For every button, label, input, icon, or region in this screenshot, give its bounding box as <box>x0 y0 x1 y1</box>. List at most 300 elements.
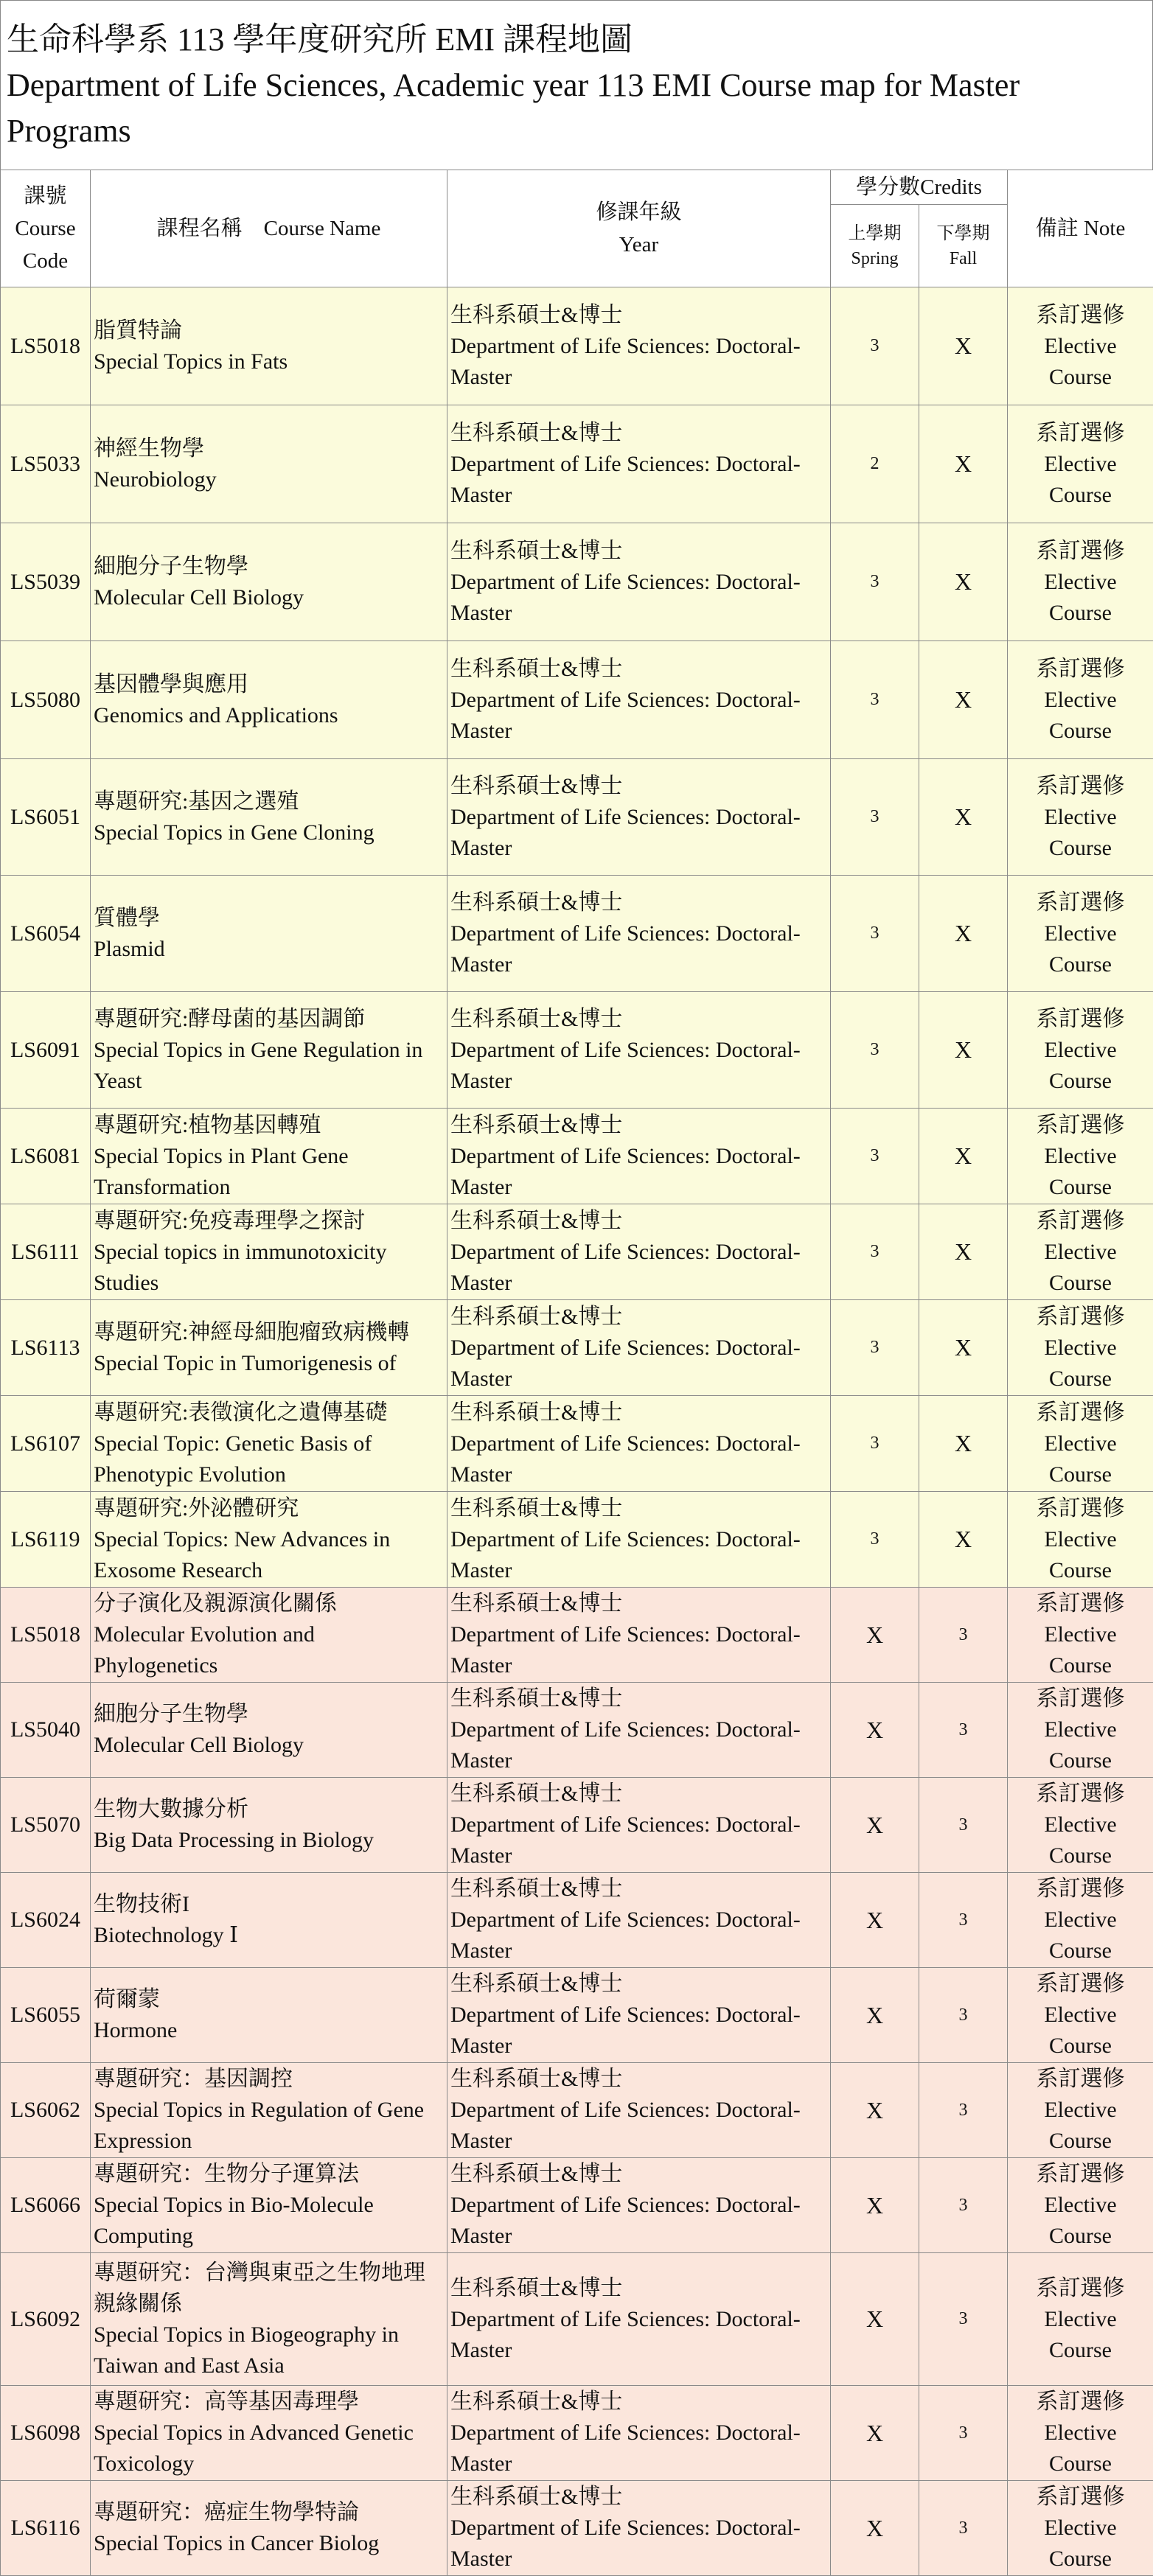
note-cell <box>1008 1109 1153 1204</box>
year-en: Department of Life Sciences: Doctoral- <box>450 918 827 949</box>
year-zh: 生科系碩士&博士 <box>450 2387 827 2418</box>
year-en: Department of Life Sciences: Doctoral- <box>450 1809 827 1840</box>
table-header <box>1 170 1153 287</box>
year-zh: 生科系碩士&博士 <box>450 1397 827 1428</box>
spring-credits-cell: 3 <box>831 1204 919 1300</box>
year-zh: 生科系碩士&博士 <box>450 536 827 567</box>
note-zh: 系訂選修 <box>1009 536 1152 567</box>
note-cell <box>1008 1778 1153 1873</box>
note-en: Elective <box>1009 1714 1152 1745</box>
note-cell <box>1008 1588 1153 1683</box>
spring-credits-cell: 3 <box>831 287 919 405</box>
note-zh: 系訂選修 <box>1009 1493 1152 1524</box>
course-name-en: Special Topics in Advanced Genetic Toxicology <box>94 2418 444 2479</box>
year-en-cont: Master <box>450 2126 827 2157</box>
fall-credits-cell: 3 <box>919 2386 1008 2481</box>
course-name-zh: 神經生物學 <box>94 433 444 464</box>
course-name-en: Special Topics: New Advances in Exosome Research <box>94 1524 444 1586</box>
course-name-cell <box>91 1778 447 1873</box>
fall-credits-cell: 3 <box>919 1968 1008 2063</box>
note-en: Elective <box>1009 1141 1152 1172</box>
fall-credits-cell: X <box>919 1204 1008 1300</box>
note-cell <box>1008 1492 1153 1588</box>
course-code-cell: LS6092 <box>1 2253 91 2386</box>
course-name-en: Genomics and Applications <box>94 700 444 731</box>
year-en-cont: Master <box>450 362 827 393</box>
note-en-cont: Course <box>1009 1650 1152 1681</box>
year-en: Department of Life Sciences: Doctoral- <box>450 2095 827 2126</box>
year-zh: 生科系碩士&博士 <box>450 771 827 802</box>
fall-credits-cell: X <box>919 1492 1008 1588</box>
spring-credits-cell: X <box>831 2158 919 2253</box>
year-en-cont: Master <box>450 2544 827 2575</box>
year-en: Department of Life Sciences: Doctoral- <box>450 2304 827 2335</box>
course-name-zh: 分子演化及親源演化關係 <box>94 1588 444 1619</box>
year-zh: 生科系碩士&博士 <box>450 1969 827 2000</box>
note-en: Elective <box>1009 2513 1152 2544</box>
note-zh: 系訂選修 <box>1009 418 1152 449</box>
course-code-cell: LS6119 <box>1 1492 91 1588</box>
fall-credits-cell: 3 <box>919 1588 1008 1683</box>
year-en: Department of Life Sciences: Doctoral- <box>450 2418 827 2448</box>
year-en: Department of Life Sciences: Doctoral- <box>450 1333 827 1364</box>
course-name-zh: 專題研究:表徵演化之遺傳基礎 <box>94 1397 444 1428</box>
fall-credits-cell: 3 <box>919 2253 1008 2386</box>
spring-credits-cell: X <box>831 1873 919 1968</box>
year-zh: 生科系碩士&博士 <box>450 2482 827 2513</box>
year-en: Department of Life Sciences: Doctoral- <box>450 1141 827 1172</box>
year-en: Department of Life Sciences: Doctoral- <box>450 685 827 716</box>
course-name-zh: 專題研究：生物分子運算法 <box>94 2159 444 2190</box>
note-cell <box>1008 1683 1153 1778</box>
course-code-cell: LS5040 <box>1 1683 91 1778</box>
note-cell <box>1008 2481 1153 2576</box>
course-name-cell <box>91 2386 447 2481</box>
table-row <box>1 523 1153 641</box>
table-row <box>1 641 1153 759</box>
note-zh: 系訂選修 <box>1009 1874 1152 1905</box>
note-cell <box>1008 1300 1153 1396</box>
course-code-cell: LS5033 <box>1 405 91 523</box>
note-en: Elective <box>1009 1237 1152 1268</box>
table-row <box>1 2158 1153 2253</box>
page-title-en-cont: Programs <box>7 108 1146 154</box>
year-cell <box>447 1778 831 1873</box>
course-name-en: Big Data Processing in Biology <box>94 1825 444 1856</box>
year-cell <box>447 876 831 992</box>
table-row <box>1 1968 1153 2063</box>
note-cell <box>1008 1968 1153 2063</box>
year-en-cont: Master <box>450 1172 827 1203</box>
note-en-cont: Course <box>1009 2221 1152 2252</box>
course-code-cell: LS6024 <box>1 1873 91 1968</box>
header-course-code: 課號 Course Code <box>1 170 91 287</box>
course-name-zh: 生物技術I <box>94 1889 444 1920</box>
year-en-cont: Master <box>450 833 827 864</box>
course-code-cell: LS5039 <box>1 523 91 641</box>
note-en: Elective <box>1009 1035 1152 1066</box>
note-en: Elective <box>1009 685 1152 716</box>
note-cell <box>1008 2386 1153 2481</box>
spring-credits-cell: 3 <box>831 876 919 992</box>
course-name-cell <box>91 1968 447 2063</box>
table-row <box>1 405 1153 523</box>
year-en: Department of Life Sciences: Doctoral- <box>450 331 827 362</box>
year-cell <box>447 2253 831 2386</box>
course-name-cell <box>91 1873 447 1968</box>
header-spring: 上學期 Spring <box>831 205 919 287</box>
spring-credits-cell: 3 <box>831 641 919 759</box>
year-en: Department of Life Sciences: Doctoral- <box>450 1035 827 1066</box>
note-en: Elective <box>1009 2095 1152 2126</box>
year-en-cont: Master <box>450 1745 827 1776</box>
page-title-en: Department of Life Sciences, Academic year 113 EMI Course map for Master <box>7 63 1146 108</box>
course-name-cell <box>91 1492 447 1588</box>
course-name-en: Special Topics in Cancer Biolog <box>94 2528 444 2559</box>
note-en-cont: Course <box>1009 1555 1152 1586</box>
course-name-cell <box>91 2063 447 2158</box>
note-en-cont: Course <box>1009 2544 1152 2575</box>
note-en-cont: Course <box>1009 833 1152 864</box>
note-zh: 系訂選修 <box>1009 1004 1152 1035</box>
course-code-cell: LS6055 <box>1 1968 91 2063</box>
course-code-cell: LS6116 <box>1 2481 91 2576</box>
year-cell <box>447 1873 831 1968</box>
fall-credits-cell: 3 <box>919 1683 1008 1778</box>
course-name-en: Molecular Cell Biology <box>94 582 444 613</box>
course-name-zh: 專題研究:神經母細胞瘤致病機轉 <box>94 1317 444 1348</box>
note-zh: 系訂選修 <box>1009 1302 1152 1333</box>
year-en-cont: Master <box>450 480 827 511</box>
course-name-en: Hormone <box>94 2015 444 2046</box>
spring-credits-cell: X <box>831 2253 919 2386</box>
spring-credits-cell: X <box>831 1588 919 1683</box>
course-name-zh: 專題研究：基因調控 <box>94 2064 444 2095</box>
course-name-zh: 專題研究：台灣與東亞之生物地理親緣關係 <box>94 2258 444 2320</box>
year-en: Department of Life Sciences: Doctoral- <box>450 1524 827 1555</box>
year-en: Department of Life Sciences: Doctoral- <box>450 567 827 598</box>
course-name-en: Molecular Evolution and Phylogenetics <box>94 1619 444 1681</box>
spring-credits-cell: X <box>831 2481 919 2576</box>
year-en-cont: Master <box>450 1066 827 1097</box>
course-name-zh: 脂質特論 <box>94 315 444 346</box>
note-zh: 系訂選修 <box>1009 1397 1152 1428</box>
note-cell <box>1008 523 1153 641</box>
year-en-cont: Master <box>450 2221 827 2252</box>
year-cell <box>447 1109 831 1204</box>
note-cell <box>1008 759 1153 876</box>
note-en: Elective <box>1009 1619 1152 1650</box>
year-cell <box>447 759 831 876</box>
year-zh: 生科系碩士&博士 <box>450 887 827 918</box>
course-name-cell <box>91 1109 447 1204</box>
year-en-cont: Master <box>450 1840 827 1871</box>
course-name-cell <box>91 1300 447 1396</box>
note-en: Elective <box>1009 2418 1152 2448</box>
note-zh: 系訂選修 <box>1009 1110 1152 1141</box>
course-code-cell: LS5080 <box>1 641 91 759</box>
course-code-cell: LS6091 <box>1 992 91 1109</box>
spring-credits-cell: 3 <box>831 1492 919 1588</box>
note-zh: 系訂選修 <box>1009 887 1152 918</box>
note-en: Elective <box>1009 2000 1152 2031</box>
year-zh: 生科系碩士&博士 <box>450 300 827 331</box>
year-zh: 生科系碩士&博士 <box>450 654 827 685</box>
note-cell <box>1008 2158 1153 2253</box>
year-en-cont: Master <box>450 2335 827 2366</box>
table-body <box>1 287 1153 2576</box>
course-code-cell: LS6081 <box>1 1109 91 1204</box>
note-en-cont: Course <box>1009 598 1152 629</box>
course-code-cell: LS6113 <box>1 1300 91 1396</box>
course-name-cell <box>91 1204 447 1300</box>
course-name-zh: 專題研究:基因之選殖 <box>94 786 444 817</box>
page-title-zh: 生命科學系 113 學年度研究所 EMI 課程地圖 <box>7 17 1146 63</box>
course-name-en: Molecular Cell Biology <box>94 1730 444 1761</box>
note-en: Elective <box>1009 2190 1152 2221</box>
year-cell <box>447 641 831 759</box>
note-cell <box>1008 2253 1153 2386</box>
year-zh: 生科系碩士&博士 <box>450 1302 827 1333</box>
note-en-cont: Course <box>1009 1840 1152 1871</box>
course-name-zh: 質體學 <box>94 903 444 934</box>
course-name-en: Special Topics in Gene Cloning <box>94 817 444 848</box>
course-name-en: Biotechnology Ⅰ <box>94 1920 444 1951</box>
year-en-cont: Master <box>450 2448 827 2479</box>
year-cell <box>447 1683 831 1778</box>
year-cell <box>447 2481 831 2576</box>
course-name-en: Plasmid <box>94 934 444 965</box>
course-name-cell <box>91 1588 447 1683</box>
fall-credits-cell: X <box>919 992 1008 1109</box>
note-en: Elective <box>1009 802 1152 833</box>
year-cell <box>447 1492 831 1588</box>
course-name-en: Special Topic: Genetic Basis of Phenotypic Evolution <box>94 1428 444 1490</box>
note-zh: 系訂選修 <box>1009 654 1152 685</box>
note-zh: 系訂選修 <box>1009 1588 1152 1619</box>
note-cell <box>1008 876 1153 992</box>
header-course-name: 課程名稱 Course Name <box>91 170 447 287</box>
spring-credits-cell: 3 <box>831 759 919 876</box>
note-zh: 系訂選修 <box>1009 2064 1152 2095</box>
table-row <box>1 2253 1153 2386</box>
course-code-cell: LS6051 <box>1 759 91 876</box>
spring-credits-cell: 2 <box>831 405 919 523</box>
header-fall: 下學期 Fall <box>919 205 1008 287</box>
course-code-cell: LS5018 <box>1 1588 91 1683</box>
fall-credits-cell: X <box>919 287 1008 405</box>
course-name-cell <box>91 2158 447 2253</box>
note-cell <box>1008 1873 1153 1968</box>
course-name-cell <box>91 2253 447 2386</box>
note-en-cont: Course <box>1009 1364 1152 1395</box>
course-name-cell <box>91 1683 447 1778</box>
note-en-cont: Course <box>1009 1936 1152 1966</box>
year-en: Department of Life Sciences: Doctoral- <box>450 1905 827 1936</box>
year-en-cont: Master <box>450 1555 827 1586</box>
spring-credits-cell: 3 <box>831 1109 919 1204</box>
note-en-cont: Course <box>1009 1066 1152 1097</box>
note-en-cont: Course <box>1009 1745 1152 1776</box>
course-name-en: Special Topics in Plant Gene Transformation <box>94 1141 444 1203</box>
spring-credits-cell: 3 <box>831 992 919 1109</box>
spring-credits-cell: X <box>831 1968 919 2063</box>
course-name-zh: 細胞分子生物學 <box>94 1699 444 1730</box>
course-name-en: Special Topics in Regulation of Gene Expression <box>94 2095 444 2157</box>
note-zh: 系訂選修 <box>1009 2387 1152 2418</box>
course-code-cell: LS6066 <box>1 2158 91 2253</box>
note-en: Elective <box>1009 567 1152 598</box>
year-zh: 生科系碩士&博士 <box>450 2159 827 2190</box>
course-code-cell: LS5070 <box>1 1778 91 1873</box>
table-row <box>1 759 1153 876</box>
table-row <box>1 2481 1153 2576</box>
year-cell <box>447 1396 831 1492</box>
spring-credits-cell: X <box>831 1778 919 1873</box>
course-code-cell: LS5018 <box>1 287 91 405</box>
fall-credits-cell: 3 <box>919 1778 1008 1873</box>
year-en-cont: Master <box>450 598 827 629</box>
course-code-cell: LS6062 <box>1 2063 91 2158</box>
course-name-cell <box>91 641 447 759</box>
fall-credits-cell: X <box>919 1109 1008 1204</box>
course-name-en: Special Topics in Gene Regulation in Yeast <box>94 1035 444 1097</box>
header-note: 備註 Note <box>1008 170 1153 287</box>
note-zh: 系訂選修 <box>1009 771 1152 802</box>
year-zh: 生科系碩士&博士 <box>450 1779 827 1809</box>
course-name-en: Special Topics in Biogeography in Taiwan and East Asia <box>94 2320 444 2381</box>
spring-credits-cell: 3 <box>831 523 919 641</box>
year-zh: 生科系碩士&博士 <box>450 1004 827 1035</box>
course-table <box>0 170 1153 2576</box>
note-en: Elective <box>1009 1809 1152 1840</box>
course-name-zh: 專題研究：高等基因毒理學 <box>94 2387 444 2418</box>
fall-credits-cell: X <box>919 876 1008 992</box>
note-en-cont: Course <box>1009 949 1152 980</box>
header-year: 修課年級 Year <box>447 170 831 287</box>
note-zh: 系訂選修 <box>1009 2482 1152 2513</box>
year-zh: 生科系碩士&博士 <box>450 1110 827 1141</box>
course-name-zh: 專題研究:免疫毒理學之探討 <box>94 1206 444 1237</box>
year-en: Department of Life Sciences: Doctoral- <box>450 1428 827 1459</box>
year-en-cont: Master <box>450 1268 827 1299</box>
table-row <box>1 876 1153 992</box>
year-cell <box>447 1968 831 2063</box>
table-row <box>1 1492 1153 1588</box>
table-row <box>1 1204 1153 1300</box>
year-cell <box>447 1588 831 1683</box>
note-zh: 系訂選修 <box>1009 2159 1152 2190</box>
note-en-cont: Course <box>1009 1268 1152 1299</box>
spring-credits-cell: 3 <box>831 1300 919 1396</box>
note-en-cont: Course <box>1009 2448 1152 2479</box>
course-name-zh: 生物大數據分析 <box>94 1794 444 1825</box>
table-row <box>1 1396 1153 1492</box>
year-cell <box>447 2386 831 2481</box>
fall-credits-cell: X <box>919 759 1008 876</box>
course-name-en: Special Topics in Fats <box>94 346 444 377</box>
note-en: Elective <box>1009 1333 1152 1364</box>
course-name-en: Neurobiology <box>94 464 444 495</box>
course-code-cell: LS6054 <box>1 876 91 992</box>
fall-credits-cell: 3 <box>919 1873 1008 1968</box>
year-cell <box>447 1300 831 1396</box>
course-code-cell: LS6107 <box>1 1396 91 1492</box>
header-credits: 學分數Credits <box>831 170 1008 205</box>
year-cell <box>447 523 831 641</box>
course-name-en: Special Topic in Tumorigenesis of <box>94 1348 444 1379</box>
course-name-zh: 專題研究：癌症生物學特論 <box>94 2497 444 2528</box>
note-en-cont: Course <box>1009 716 1152 747</box>
course-name-zh: 荷爾蒙 <box>94 1984 444 2015</box>
note-en-cont: Course <box>1009 480 1152 511</box>
year-en: Department of Life Sciences: Doctoral- <box>450 2190 827 2221</box>
page-title-block <box>0 0 1153 170</box>
year-cell <box>447 2158 831 2253</box>
year-en-cont: Master <box>450 1650 827 1681</box>
spring-credits-cell: 3 <box>831 1396 919 1492</box>
note-zh: 系訂選修 <box>1009 1683 1152 1714</box>
course-name-zh: 專題研究:酵母菌的基因調節 <box>94 1004 444 1035</box>
course-name-zh: 基因體學與應用 <box>94 669 444 700</box>
year-en-cont: Master <box>450 2031 827 2062</box>
year-en: Department of Life Sciences: Doctoral- <box>450 1619 827 1650</box>
table-row <box>1 1109 1153 1204</box>
table-row <box>1 1683 1153 1778</box>
note-en-cont: Course <box>1009 362 1152 393</box>
course-name-cell <box>91 759 447 876</box>
note-en: Elective <box>1009 1428 1152 1459</box>
note-cell <box>1008 1204 1153 1300</box>
course-code-cell: LS6098 <box>1 2386 91 2481</box>
note-cell <box>1008 2063 1153 2158</box>
year-cell <box>447 2063 831 2158</box>
year-en: Department of Life Sciences: Doctoral- <box>450 1237 827 1268</box>
table-row <box>1 2386 1153 2481</box>
table-row <box>1 992 1153 1109</box>
fall-credits-cell: X <box>919 1300 1008 1396</box>
course-name-cell <box>91 405 447 523</box>
course-name-cell <box>91 1396 447 1492</box>
fall-credits-cell: 3 <box>919 2481 1008 2576</box>
year-zh: 生科系碩士&博士 <box>450 1206 827 1237</box>
course-name-zh: 專題研究:植物基因轉殖 <box>94 1110 444 1141</box>
fall-credits-cell: X <box>919 1396 1008 1492</box>
spring-credits-cell: X <box>831 2386 919 2481</box>
year-cell <box>447 405 831 523</box>
note-cell <box>1008 641 1153 759</box>
fall-credits-cell: 3 <box>919 2158 1008 2253</box>
note-en: Elective <box>1009 331 1152 362</box>
course-name-zh: 專題研究:外泌體研究 <box>94 1493 444 1524</box>
table-row <box>1 1873 1153 1968</box>
fall-credits-cell: X <box>919 523 1008 641</box>
note-cell <box>1008 405 1153 523</box>
year-en-cont: Master <box>450 716 827 747</box>
course-name-en: Special topics in immunotoxicity Studies <box>94 1237 444 1299</box>
table-row <box>1 1300 1153 1396</box>
note-en: Elective <box>1009 1524 1152 1555</box>
year-en-cont: Master <box>450 1936 827 1966</box>
note-en: Elective <box>1009 918 1152 949</box>
year-cell <box>447 287 831 405</box>
table-row <box>1 1778 1153 1873</box>
year-zh: 生科系碩士&博士 <box>450 418 827 449</box>
year-en: Department of Life Sciences: Doctoral- <box>450 802 827 833</box>
note-cell <box>1008 287 1153 405</box>
year-en: Department of Life Sciences: Doctoral- <box>450 2513 827 2544</box>
note-zh: 系訂選修 <box>1009 300 1152 331</box>
